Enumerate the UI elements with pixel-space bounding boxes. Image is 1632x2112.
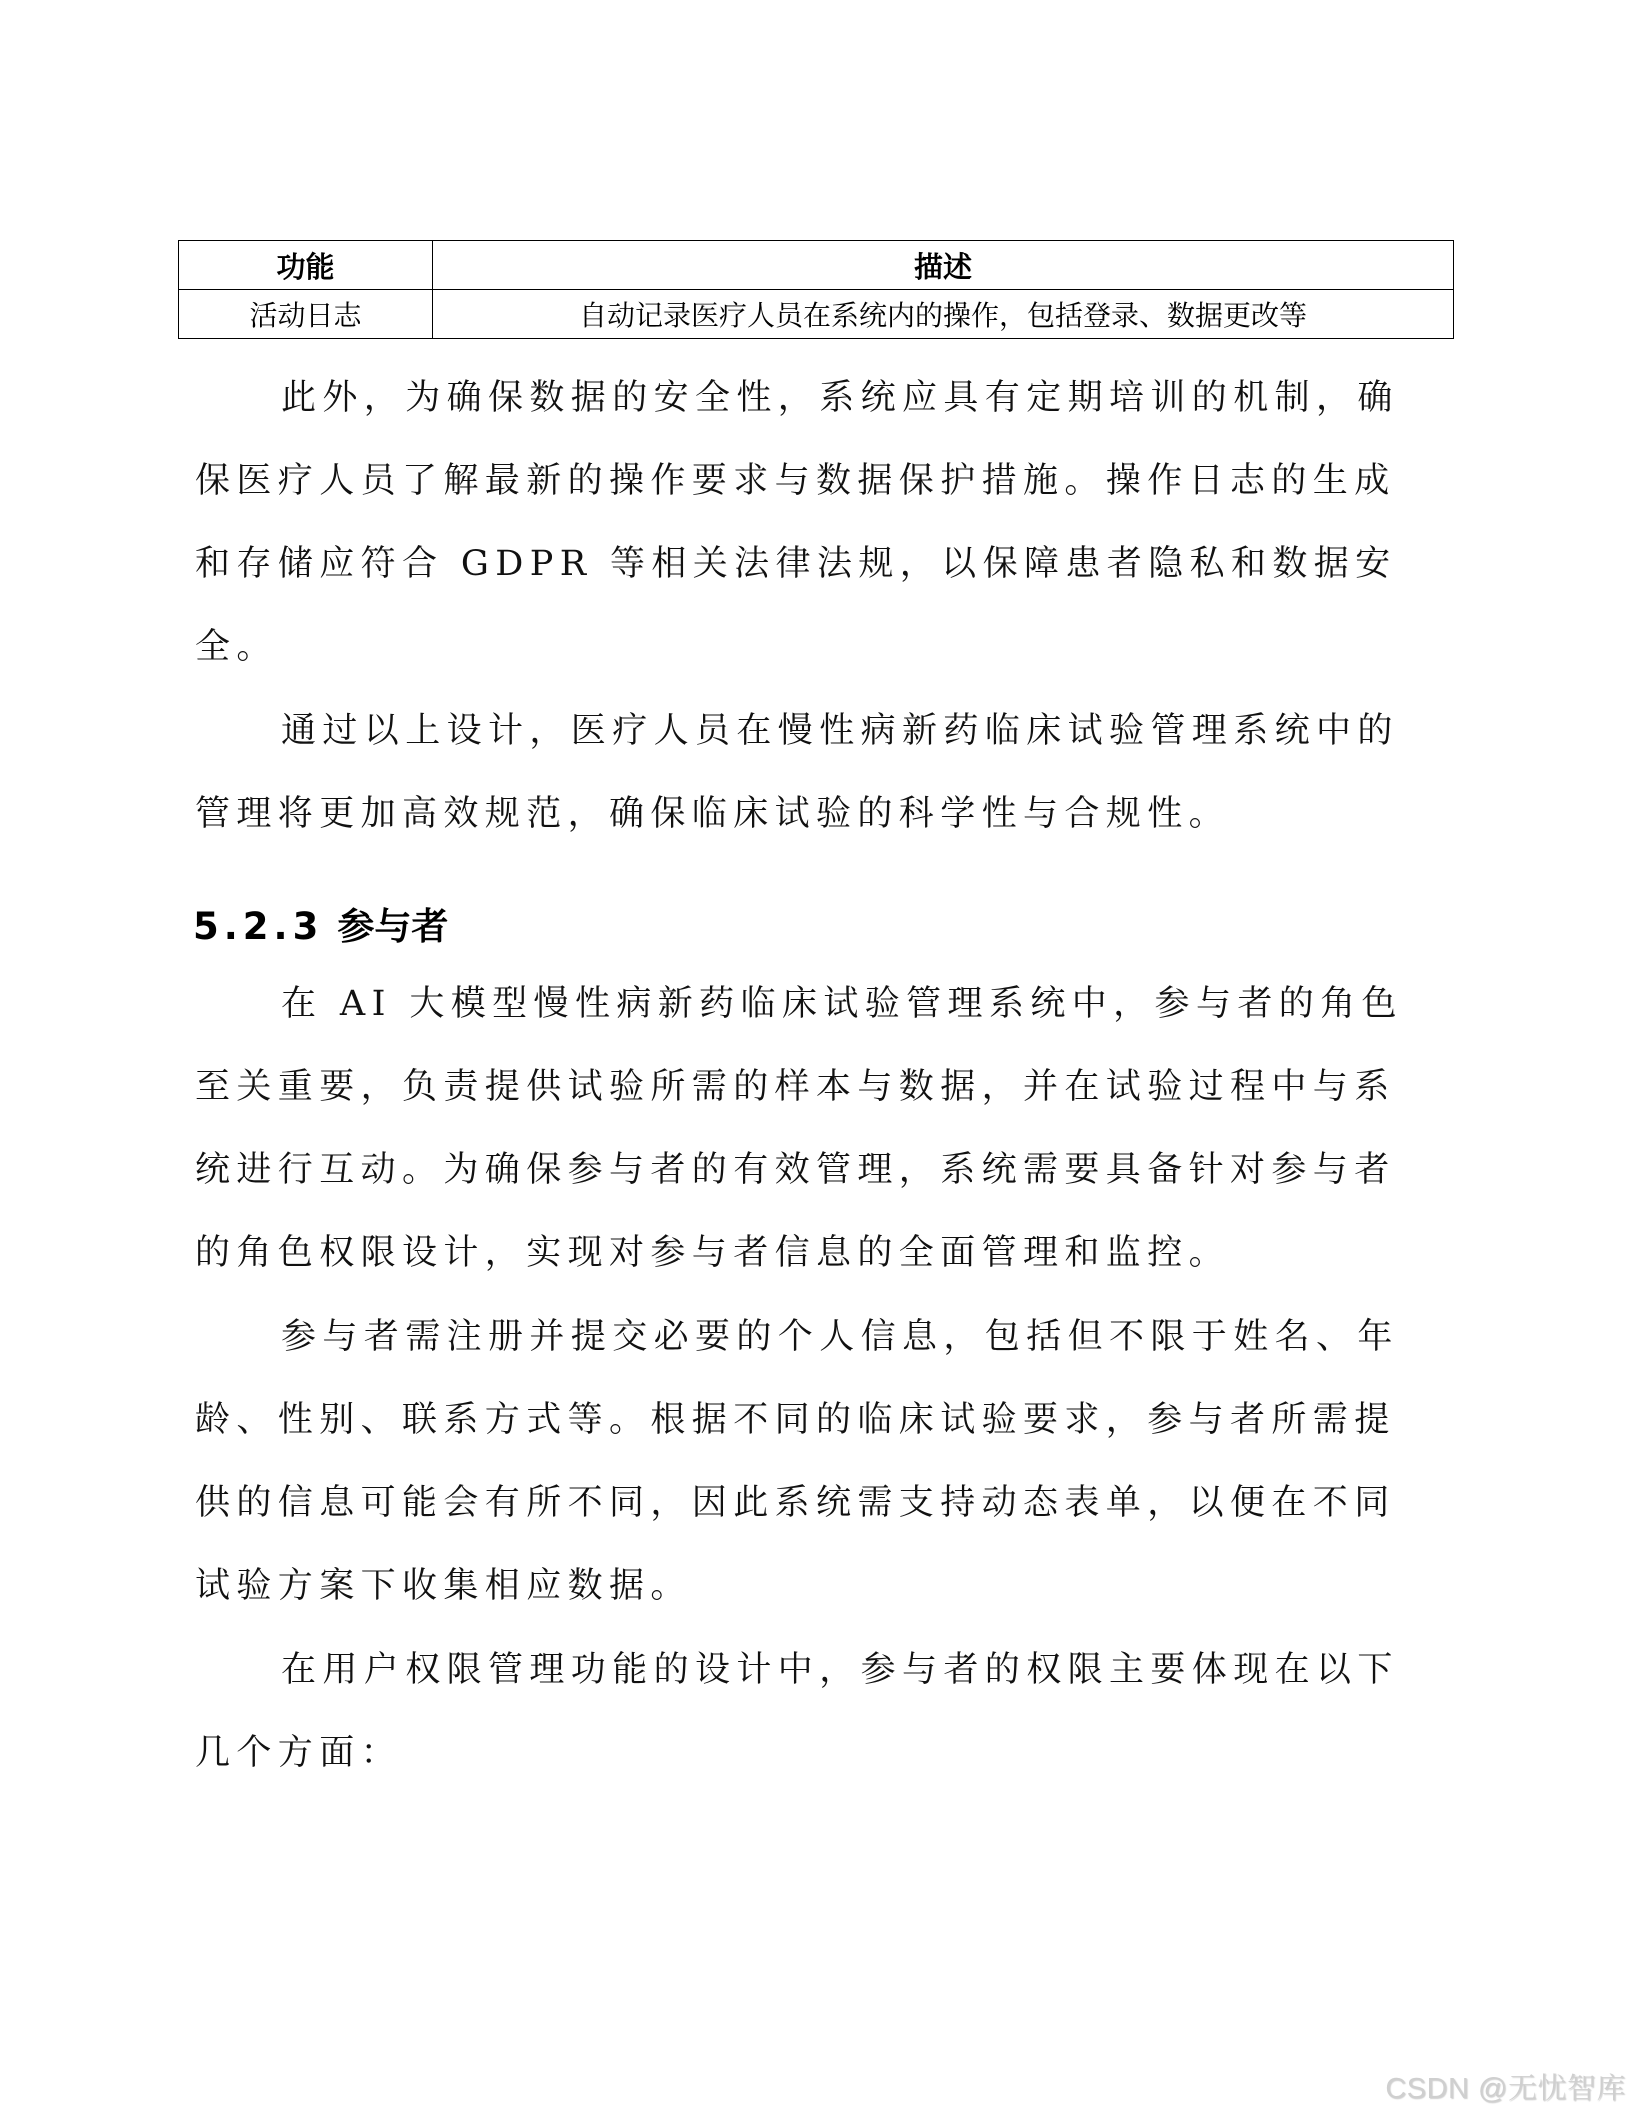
text-line: 供的信息可能会有所不同，因此系统需支持动态表单，以便在不同 [195,1483,1396,1523]
text-line: 试验方案下收集相应数据。 [195,1566,692,1606]
section-title: 参与者 [337,905,449,948]
text-line: 管理将更加高效规范，确保临床试验的科学性与合规性。 [195,794,1231,834]
table-cell-description: 自动记录医疗人员在系统内的操作，包括登录、数据更改等 [433,290,1454,339]
table-header-function: 功能 [179,241,433,290]
table-row [179,290,1454,339]
text-line: 在用户权限管理功能的设计中，参与者的权限主要体现在以下 [281,1650,1399,1690]
function-description-table [178,240,1454,339]
csdn-watermark: CSDN @无忧智库 [1385,2073,1626,2105]
text-line: 保医疗人员了解最新的操作要求与数据保护措施。操作日志的生成 [195,461,1396,501]
paragraph-permission-intro [195,1629,1435,1795]
section-number: 5.2.3 [193,905,324,948]
table-header-row [179,241,1454,290]
text-line: 全。 [195,627,278,667]
paragraph-participant-role [195,963,1435,1295]
text-line: 和存储应符合 GDPR 等相关法律法规，以保障患者隐私和数据安 [195,544,1397,584]
table-header-description: 描述 [433,241,1454,290]
text-line: 参与者需注册并提交必要的个人信息，包括但不限于姓名、年 [281,1317,1399,1357]
text-line: 统进行互动。为确保参与者的有效管理，系统需要具备针对参与者 [195,1150,1396,1190]
table-cell-function: 活动日志 [179,290,433,339]
paragraph-data-security [195,357,1435,689]
section-heading [193,903,448,951]
text-line: 通过以上设计，医疗人员在慢性病新药临床试验管理系统中的 [281,711,1399,751]
text-line: 在 AI 大模型慢性病新药临床试验管理系统中，参与者的角色 [281,984,1403,1024]
paragraph-participant-registration [195,1296,1435,1628]
text-line: 的角色权限设计，实现对参与者信息的全面管理和监控。 [195,1233,1231,1273]
text-line: 几个方面： [195,1733,403,1773]
text-line: 至关重要，负责提供试验所需的样本与数据，并在试验过程中与系 [195,1067,1396,1107]
text-line: 此外，为确保数据的安全性，系统应具有定期培训的机制，确 [281,378,1399,418]
text-line: 龄、性别、联系方式等。根据不同的临床试验要求，参与者所需提 [195,1400,1396,1440]
paragraph-design-summary [195,690,1435,856]
